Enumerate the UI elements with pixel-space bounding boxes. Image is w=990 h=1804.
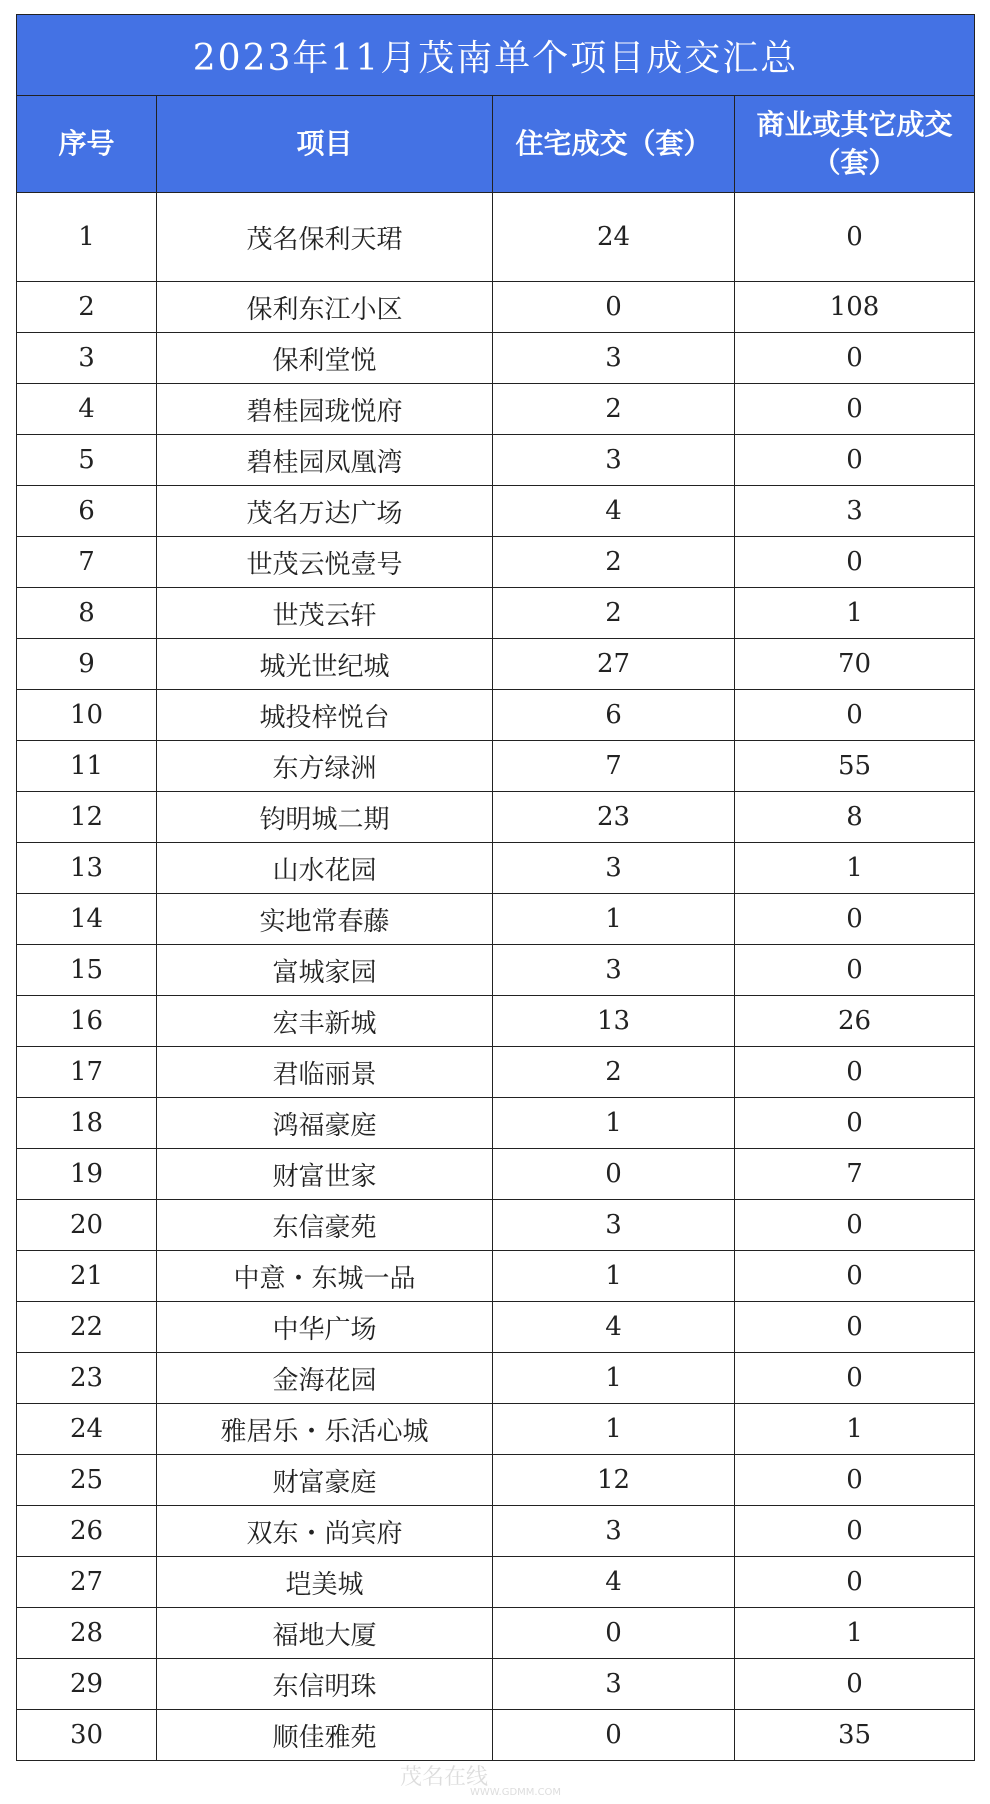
cell-residential: 2 xyxy=(493,1047,735,1098)
watermark-sub: WWW.GDMM.COM xyxy=(470,1787,562,1798)
cell-residential: 1 xyxy=(493,1098,735,1149)
table-header-row xyxy=(17,96,975,193)
cell-residential: 4 xyxy=(493,1557,735,1608)
column-header-index: 序号 xyxy=(17,96,157,193)
cell-commercial: 1 xyxy=(735,1608,975,1659)
cell-index: 1 xyxy=(17,193,157,282)
cell-residential: 0 xyxy=(493,1608,735,1659)
cell-residential: 2 xyxy=(493,588,735,639)
table-row xyxy=(17,1557,975,1608)
table-row xyxy=(17,1404,975,1455)
summary-sheet xyxy=(16,14,974,1761)
table-title: 2023年11月茂南单个项目成交汇总 xyxy=(17,15,975,96)
cell-project: 鸿福豪庭 xyxy=(157,1098,493,1149)
cell-residential: 2 xyxy=(493,384,735,435)
cell-commercial: 7 xyxy=(735,1149,975,1200)
table-row xyxy=(17,690,975,741)
cell-index: 8 xyxy=(17,588,157,639)
cell-project: 世茂云轩 xyxy=(157,588,493,639)
cell-index: 13 xyxy=(17,843,157,894)
cell-residential: 4 xyxy=(493,1302,735,1353)
cell-project: 财富世家 xyxy=(157,1149,493,1200)
table-row xyxy=(17,537,975,588)
cell-index: 17 xyxy=(17,1047,157,1098)
cell-index: 26 xyxy=(17,1506,157,1557)
cell-project: 东方绿洲 xyxy=(157,741,493,792)
column-header-commercial-line2: （套） xyxy=(812,146,897,179)
cell-residential: 3 xyxy=(493,435,735,486)
cell-project: 城投梓悦台 xyxy=(157,690,493,741)
cell-index: 9 xyxy=(17,639,157,690)
cell-commercial: 35 xyxy=(735,1710,975,1761)
cell-residential: 6 xyxy=(493,690,735,741)
cell-project: 城光世纪城 xyxy=(157,639,493,690)
cell-residential: 1 xyxy=(493,894,735,945)
cell-project: 世茂云悦壹号 xyxy=(157,537,493,588)
cell-commercial: 0 xyxy=(735,1353,975,1404)
cell-residential: 1 xyxy=(493,1404,735,1455)
cell-index: 5 xyxy=(17,435,157,486)
cell-index: 11 xyxy=(17,741,157,792)
cell-index: 12 xyxy=(17,792,157,843)
cell-residential: 1 xyxy=(493,1251,735,1302)
cell-index: 27 xyxy=(17,1557,157,1608)
table-row xyxy=(17,1506,975,1557)
cell-project: 茂名保利天珺 xyxy=(157,193,493,282)
cell-project: 富城家园 xyxy=(157,945,493,996)
table-row xyxy=(17,1098,975,1149)
table-row xyxy=(17,1608,975,1659)
cell-commercial: 1 xyxy=(735,843,975,894)
cell-project: 君临丽景 xyxy=(157,1047,493,1098)
cell-index: 24 xyxy=(17,1404,157,1455)
cell-commercial: 3 xyxy=(735,486,975,537)
cell-residential: 13 xyxy=(493,996,735,1047)
cell-commercial: 0 xyxy=(735,1098,975,1149)
cell-project: 钧明城二期 xyxy=(157,792,493,843)
table-row xyxy=(17,384,975,435)
table-row xyxy=(17,945,975,996)
cell-commercial: 1 xyxy=(735,1404,975,1455)
cell-index: 22 xyxy=(17,1302,157,1353)
cell-commercial: 0 xyxy=(735,333,975,384)
cell-index: 6 xyxy=(17,486,157,537)
cell-commercial: 0 xyxy=(735,1200,975,1251)
table-row xyxy=(17,792,975,843)
cell-project: 宏丰新城 xyxy=(157,996,493,1047)
cell-commercial: 0 xyxy=(735,690,975,741)
cell-project: 保利堂悦 xyxy=(157,333,493,384)
cell-residential: 0 xyxy=(493,1149,735,1200)
cell-project: 东信豪苑 xyxy=(157,1200,493,1251)
cell-commercial: 0 xyxy=(735,537,975,588)
cell-commercial: 0 xyxy=(735,894,975,945)
cell-residential: 3 xyxy=(493,843,735,894)
cell-residential: 12 xyxy=(493,1455,735,1506)
cell-commercial: 0 xyxy=(735,1251,975,1302)
table-row xyxy=(17,1302,975,1353)
cell-residential: 2 xyxy=(493,537,735,588)
cell-project: 东信明珠 xyxy=(157,1659,493,1710)
cell-project: 碧桂园珑悦府 xyxy=(157,384,493,435)
cell-index: 3 xyxy=(17,333,157,384)
cell-commercial: 108 xyxy=(735,282,975,333)
cell-index: 23 xyxy=(17,1353,157,1404)
cell-project: 茂名万达广场 xyxy=(157,486,493,537)
table-row xyxy=(17,435,975,486)
table-row xyxy=(17,1659,975,1710)
cell-commercial: 0 xyxy=(735,1302,975,1353)
table-row xyxy=(17,333,975,384)
table-row xyxy=(17,1353,975,1404)
cell-index: 21 xyxy=(17,1251,157,1302)
cell-residential: 23 xyxy=(493,792,735,843)
table-row xyxy=(17,282,975,333)
cell-commercial: 0 xyxy=(735,1557,975,1608)
table-row xyxy=(17,193,975,282)
cell-project: 顺佳雅苑 xyxy=(157,1710,493,1761)
cell-index: 15 xyxy=(17,945,157,996)
site-watermark xyxy=(400,1760,561,1798)
cell-residential: 24 xyxy=(493,193,735,282)
table-title-row xyxy=(17,15,975,96)
cell-index: 14 xyxy=(17,894,157,945)
cell-index: 16 xyxy=(17,996,157,1047)
cell-commercial: 8 xyxy=(735,792,975,843)
cell-project: 金海花园 xyxy=(157,1353,493,1404)
cell-project: 财富豪庭 xyxy=(157,1455,493,1506)
cell-index: 19 xyxy=(17,1149,157,1200)
cell-residential: 3 xyxy=(493,1200,735,1251)
table-row xyxy=(17,588,975,639)
column-header-project: 项目 xyxy=(157,96,493,193)
column-header-commercial-line1: 商业或其它成交 xyxy=(756,108,953,141)
cell-commercial: 0 xyxy=(735,384,975,435)
cell-project: 雅居乐・乐活心城 xyxy=(157,1404,493,1455)
table-row xyxy=(17,639,975,690)
table-row xyxy=(17,1710,975,1761)
table-row xyxy=(17,894,975,945)
table-row xyxy=(17,1200,975,1251)
cell-project: 垲美城 xyxy=(157,1557,493,1608)
cell-project: 实地常春藤 xyxy=(157,894,493,945)
cell-project: 福地大厦 xyxy=(157,1608,493,1659)
cell-project: 双东・尚宾府 xyxy=(157,1506,493,1557)
cell-residential: 0 xyxy=(493,1710,735,1761)
cell-commercial: 70 xyxy=(735,639,975,690)
cell-index: 25 xyxy=(17,1455,157,1506)
cell-index: 10 xyxy=(17,690,157,741)
cell-project: 碧桂园凤凰湾 xyxy=(157,435,493,486)
column-header-commercial xyxy=(735,96,975,193)
cell-residential: 4 xyxy=(493,486,735,537)
table-row xyxy=(17,486,975,537)
cell-commercial: 0 xyxy=(735,1455,975,1506)
table-row xyxy=(17,1047,975,1098)
cell-residential: 3 xyxy=(493,1506,735,1557)
cell-commercial: 0 xyxy=(735,1659,975,1710)
cell-index: 30 xyxy=(17,1710,157,1761)
cell-project: 山水花园 xyxy=(157,843,493,894)
watermark-main: 茂名在线 xyxy=(400,1765,489,1790)
cell-commercial: 0 xyxy=(735,193,975,282)
deal-summary-table xyxy=(16,14,975,1761)
cell-residential: 0 xyxy=(493,282,735,333)
cell-project: 中意・东城一品 xyxy=(157,1251,493,1302)
cell-residential: 1 xyxy=(493,1353,735,1404)
cell-index: 4 xyxy=(17,384,157,435)
table-row xyxy=(17,741,975,792)
cell-commercial: 0 xyxy=(735,1047,975,1098)
cell-commercial: 0 xyxy=(735,1506,975,1557)
table-row xyxy=(17,1455,975,1506)
column-header-residential: 住宅成交（套） xyxy=(493,96,735,193)
cell-project: 中华广场 xyxy=(157,1302,493,1353)
cell-commercial: 1 xyxy=(735,588,975,639)
cell-residential: 7 xyxy=(493,741,735,792)
table-row xyxy=(17,1149,975,1200)
cell-residential: 3 xyxy=(493,333,735,384)
cell-residential: 27 xyxy=(493,639,735,690)
cell-index: 18 xyxy=(17,1098,157,1149)
cell-residential: 3 xyxy=(493,1659,735,1710)
cell-index: 2 xyxy=(17,282,157,333)
cell-project: 保利东江小区 xyxy=(157,282,493,333)
cell-index: 29 xyxy=(17,1659,157,1710)
cell-index: 20 xyxy=(17,1200,157,1251)
cell-commercial: 55 xyxy=(735,741,975,792)
cell-index: 7 xyxy=(17,537,157,588)
cell-residential: 3 xyxy=(493,945,735,996)
cell-commercial: 0 xyxy=(735,435,975,486)
cell-index: 28 xyxy=(17,1608,157,1659)
table-row xyxy=(17,843,975,894)
table-body xyxy=(17,193,975,1761)
table-row xyxy=(17,996,975,1047)
cell-commercial: 0 xyxy=(735,945,975,996)
table-row xyxy=(17,1251,975,1302)
cell-commercial: 26 xyxy=(735,996,975,1047)
